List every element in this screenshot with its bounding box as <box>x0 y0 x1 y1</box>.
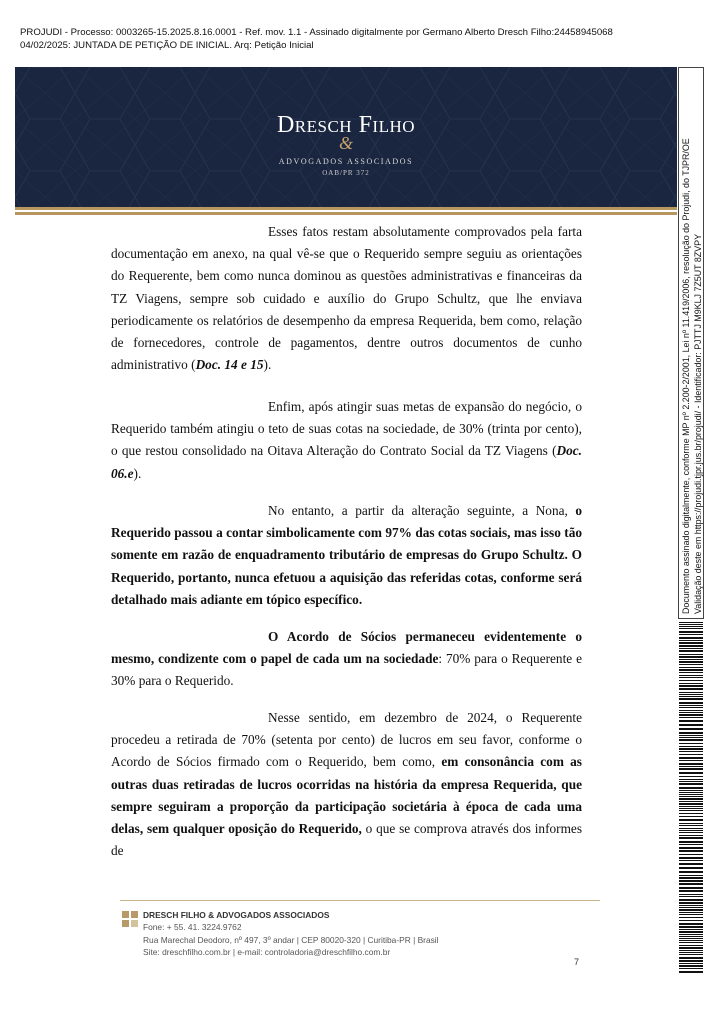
barcode-bar <box>679 781 703 782</box>
validation-barcode <box>679 622 703 974</box>
barcode-bar <box>679 654 703 655</box>
barcode-bar <box>679 702 703 704</box>
barcode-bar <box>679 692 703 693</box>
letterhead-banner <box>15 67 677 207</box>
barcode-bar <box>679 912 703 913</box>
barcode-bar <box>679 798 703 800</box>
barcode-bar <box>679 929 703 930</box>
footer-contact <box>143 909 439 959</box>
barcode-bar <box>679 801 703 802</box>
firm-logo-name: Dresch Filho <box>276 112 416 138</box>
footer-phone: Fone: + 55. 41. 3224.9762 <box>143 922 242 933</box>
paragraph-3-text-a: No entanto, a partir da alteração seguinte, a Nona, <box>268 503 576 518</box>
barcode-bar <box>679 923 703 925</box>
paragraph-2-text-b: ). <box>133 465 142 481</box>
barcode-bar <box>679 816 703 817</box>
barcode-bar <box>679 825 703 826</box>
barcode-bar <box>679 637 703 639</box>
paragraph-3 <box>111 500 582 611</box>
page-number: 7 <box>574 957 580 967</box>
barcode-bar <box>679 712 703 713</box>
barcode-bar <box>679 739 703 741</box>
barcode-bar <box>679 909 703 911</box>
barcode-bar <box>679 857 703 859</box>
barcode-bar <box>679 675 703 676</box>
barcode-bar <box>679 819 703 821</box>
barcode-bar <box>679 823 703 824</box>
banner-gold-rule-top <box>15 207 677 210</box>
barcode-bar <box>679 746 703 747</box>
barcode-bar <box>679 936 703 937</box>
barcode-bar <box>679 664 703 665</box>
barcode-bar <box>679 867 703 869</box>
barcode-bar <box>679 685 703 687</box>
barcode-bar <box>679 926 703 928</box>
barcode-bar <box>679 844 703 845</box>
barcode-bar <box>679 650 703 652</box>
barcode-bar <box>679 957 703 959</box>
barcode-bar <box>679 659 703 660</box>
barcode-bar <box>679 776 703 777</box>
barcode-bar <box>679 737 703 738</box>
barcode-bar <box>679 899 703 901</box>
barcode-bar <box>679 938 703 939</box>
barcode-bar <box>679 832 703 833</box>
barcode-bar <box>679 656 703 658</box>
barcode-bar <box>679 877 703 879</box>
barcode-bar <box>679 628 703 629</box>
barcode-bar <box>679 934 703 935</box>
paragraph-4-bold: O Acordo de Sócios permaneceu evidentemente o mesmo, condizente com o papel de cada um na sociedade <box>111 629 582 667</box>
barcode-bar <box>679 835 703 836</box>
barcode-bar <box>679 917 703 918</box>
barcode-bar <box>679 624 703 625</box>
footer-address: Rua Marechal Deodoro, nº 497, 3º andar | CEP 80020-320 | Curitiba-PR | Brasil <box>143 934 439 945</box>
banner-gold-rule-bottom <box>15 212 677 215</box>
barcode-bar <box>679 724 703 726</box>
firm-oab-number: OAB/PR 372 <box>322 169 370 177</box>
barcode-bar <box>679 626 703 627</box>
paragraph-3-bold: o Requerido passou a contar simbolicamente com 97% das cotas sociais, mas isso tão somente em razão de enquadramento tributário de empresas do Grupo Schultz. O Requerido, portanto, nunca efetuou a aquisição das referidas cotas, conforme será detalhado mais adiante em tópico específico. <box>111 503 582 607</box>
barcode-bar <box>679 760 703 761</box>
barcode-bar <box>679 954 703 955</box>
barcode-bar <box>679 896 703 897</box>
barcode-bar <box>679 794 703 795</box>
barcode-bar <box>679 808 703 809</box>
barcode-bar <box>679 698 703 700</box>
barcode-bar <box>679 688 703 690</box>
barcode-bar <box>679 942 703 943</box>
barcode-bar <box>679 887 703 889</box>
firm-logo-ampersand: & <box>338 133 353 153</box>
barcode-bar <box>679 667 703 668</box>
barcode-bar <box>679 850 703 852</box>
barcode-bar <box>679 631 703 633</box>
barcode-bar <box>679 648 703 649</box>
validation-line-1: Documento assinado digitalmente, conforme MP nº 2.200-2/2001, Lei nº 11.419/2006, resolução do Projudi, do TJPR/OE <box>681 138 691 614</box>
barcode-bar <box>679 634 703 635</box>
barcode-bar <box>679 790 703 791</box>
barcode-bar <box>679 847 703 849</box>
barcode-bar <box>679 710 703 711</box>
barcode-bar <box>679 971 703 973</box>
validation-line-2: Validação deste em https://projudi.tjpr.jus.br/projudi/ - Identificador: PJTTJ M9KLJ 7Z5UT 8ZVPY <box>693 234 703 614</box>
barcode-bar <box>679 950 703 951</box>
barcode-bar <box>679 907 703 908</box>
barcode-bar <box>679 763 703 765</box>
paragraph-2-text-a: Enfim, após atingir suas metas de expansão do negócio, o Requerido também atingiu o teto de suas cotas na sociedade, de 30% (trinta por cento), o que restou consolidado na Oitava Alteração do Contrato Social da TZ Viagens ( <box>111 399 582 459</box>
barcode-bar <box>679 965 703 967</box>
footer-site-email: Site: dreschfilho.com.br | e-mail: controladoria@dreschfilho.com.br <box>143 947 391 958</box>
barcode-bar <box>679 875 703 876</box>
barcode-bar <box>679 732 703 734</box>
barcode-bar <box>679 968 703 969</box>
barcode-bar <box>679 963 703 964</box>
barcode-bar <box>679 735 703 736</box>
barcode-bar <box>679 810 703 811</box>
footer-firm-name: DRESCH FILHO & ADVOGADOS ASSOCIADOS <box>143 910 330 920</box>
firm-logo-subtitle: ADVOGADOS ASSOCIADOS <box>278 157 414 166</box>
barcode-bar <box>679 754 703 755</box>
barcode-bar <box>679 720 703 722</box>
paragraph-5-bold: em consonância com as outras duas retiradas de lucros ocorridas na história da empresa Requerida, que sempre seguiram a proporção da participação societária à época de cada uma delas, sem qualquer oposição do Requerido, <box>111 754 582 837</box>
paragraph-4 <box>111 626 582 693</box>
barcode-bar <box>679 642 703 644</box>
barcode-bar <box>679 743 703 744</box>
barcode-bar <box>679 772 703 774</box>
footer-rule <box>120 900 600 901</box>
barcode-bar <box>679 751 703 752</box>
barcode-bar <box>679 860 703 861</box>
barcode-bar <box>679 748 703 750</box>
barcode-bar <box>679 728 703 730</box>
paragraph-1-text-b: ). <box>263 357 272 373</box>
signature-stamp-line-2: 04/02/2025: JUNTADA DE PETIÇÃO DE INICIAL. Arq: Petição Inicial <box>20 40 314 51</box>
barcode-bar <box>679 696 703 697</box>
barcode-bar <box>679 714 703 716</box>
barcode-bar <box>679 707 703 708</box>
barcode-bar <box>679 768 703 770</box>
barcode-bar <box>679 871 703 873</box>
barcode-bar <box>679 779 703 780</box>
barcode-bar <box>679 717 703 718</box>
barcode-bar <box>679 940 703 941</box>
barcode-bar <box>679 952 703 953</box>
barcode-bar <box>679 920 703 921</box>
barcode-bar <box>679 677 703 678</box>
barcode-bar <box>679 841 703 843</box>
paragraph-1 <box>111 221 582 376</box>
barcode-bar <box>679 914 703 915</box>
barcode-bar <box>679 783 703 785</box>
barcode-bar <box>679 854 703 855</box>
signature-stamp-line-1: PROJUDI - Processo: 0003265-15.2025.8.16.0001 - Ref. mov. 1.1 - Assinado digitalmente por Germano Alberto Dresch Filho:24458945068 <box>20 27 613 38</box>
barcode-bar <box>679 792 703 793</box>
barcode-bar <box>679 640 703 641</box>
barcode-bar <box>679 830 703 831</box>
barcode-bar <box>679 905 703 906</box>
barcode-bar <box>679 766 703 767</box>
barcode-bar <box>679 669 703 671</box>
barcode-bar <box>679 622 703 623</box>
paragraph-5-text-a: Nesse sentido, em dezembro de 2024, o Requerente procedeu a retirada de 70% (setenta por cento) de lucros em seu favor, conforme o Acordo de Sócios firmado com o Requerido, bem como, <box>111 710 582 770</box>
barcode-bar <box>679 661 703 663</box>
barcode-bar <box>679 705 703 706</box>
paragraph-5 <box>111 707 582 862</box>
barcode-bar <box>679 890 703 892</box>
paragraph-5-text-b: o que se comprova através dos informes de <box>111 821 582 859</box>
barcode-bar <box>679 757 703 759</box>
barcode-bar <box>679 694 703 695</box>
barcode-bar <box>679 894 703 895</box>
paragraph-1-doc-ref: Doc. 14 e 15 <box>195 357 264 373</box>
barcode-bar <box>679 945 703 946</box>
paragraph-2 <box>111 396 582 485</box>
barcode-bar <box>679 828 703 829</box>
barcode-bar <box>679 645 703 647</box>
paragraph-4-text: : 70% para o Requerente e 30% para o Requerido. <box>111 651 582 689</box>
barcode-bar <box>679 902 703 904</box>
barcode-bar <box>679 806 703 807</box>
barcode-bar <box>679 863 703 865</box>
barcode-bar <box>679 947 703 949</box>
barcode-bar <box>679 683 703 684</box>
barcode-bar <box>679 803 703 805</box>
barcode-bar <box>679 880 703 882</box>
barcode-bar <box>679 672 703 673</box>
barcode-bar <box>679 883 703 885</box>
paragraph-2-doc-ref: Doc. 06.e <box>111 443 582 481</box>
barcode-bar <box>679 931 703 933</box>
barcode-bar <box>679 680 703 681</box>
barcode-bar <box>679 796 703 797</box>
barcode-bar <box>679 960 703 962</box>
barcode-bar <box>679 787 703 789</box>
paragraph-1-text-a: Esses fatos restam absolutamente comprovados pela farta documentação em anexo, na qual vê-se que o Requerido sempre seguiu as orientações do Requerente, bem como nunca dominou as questões administrativas e financeiras da TZ Viagens, sempre sob cuidado e auxílio do Grupo Schultz, que lhe enviava periodicamente os relatórios de desempenho da empresa Requerida, bem como, relação de fornecedores, controle de pagamentos, dentre outros documentos de cunho administrativo ( <box>111 224 582 373</box>
barcode-bar <box>679 813 703 814</box>
barcode-bar <box>679 837 703 839</box>
footer-logo-icon <box>122 911 138 927</box>
